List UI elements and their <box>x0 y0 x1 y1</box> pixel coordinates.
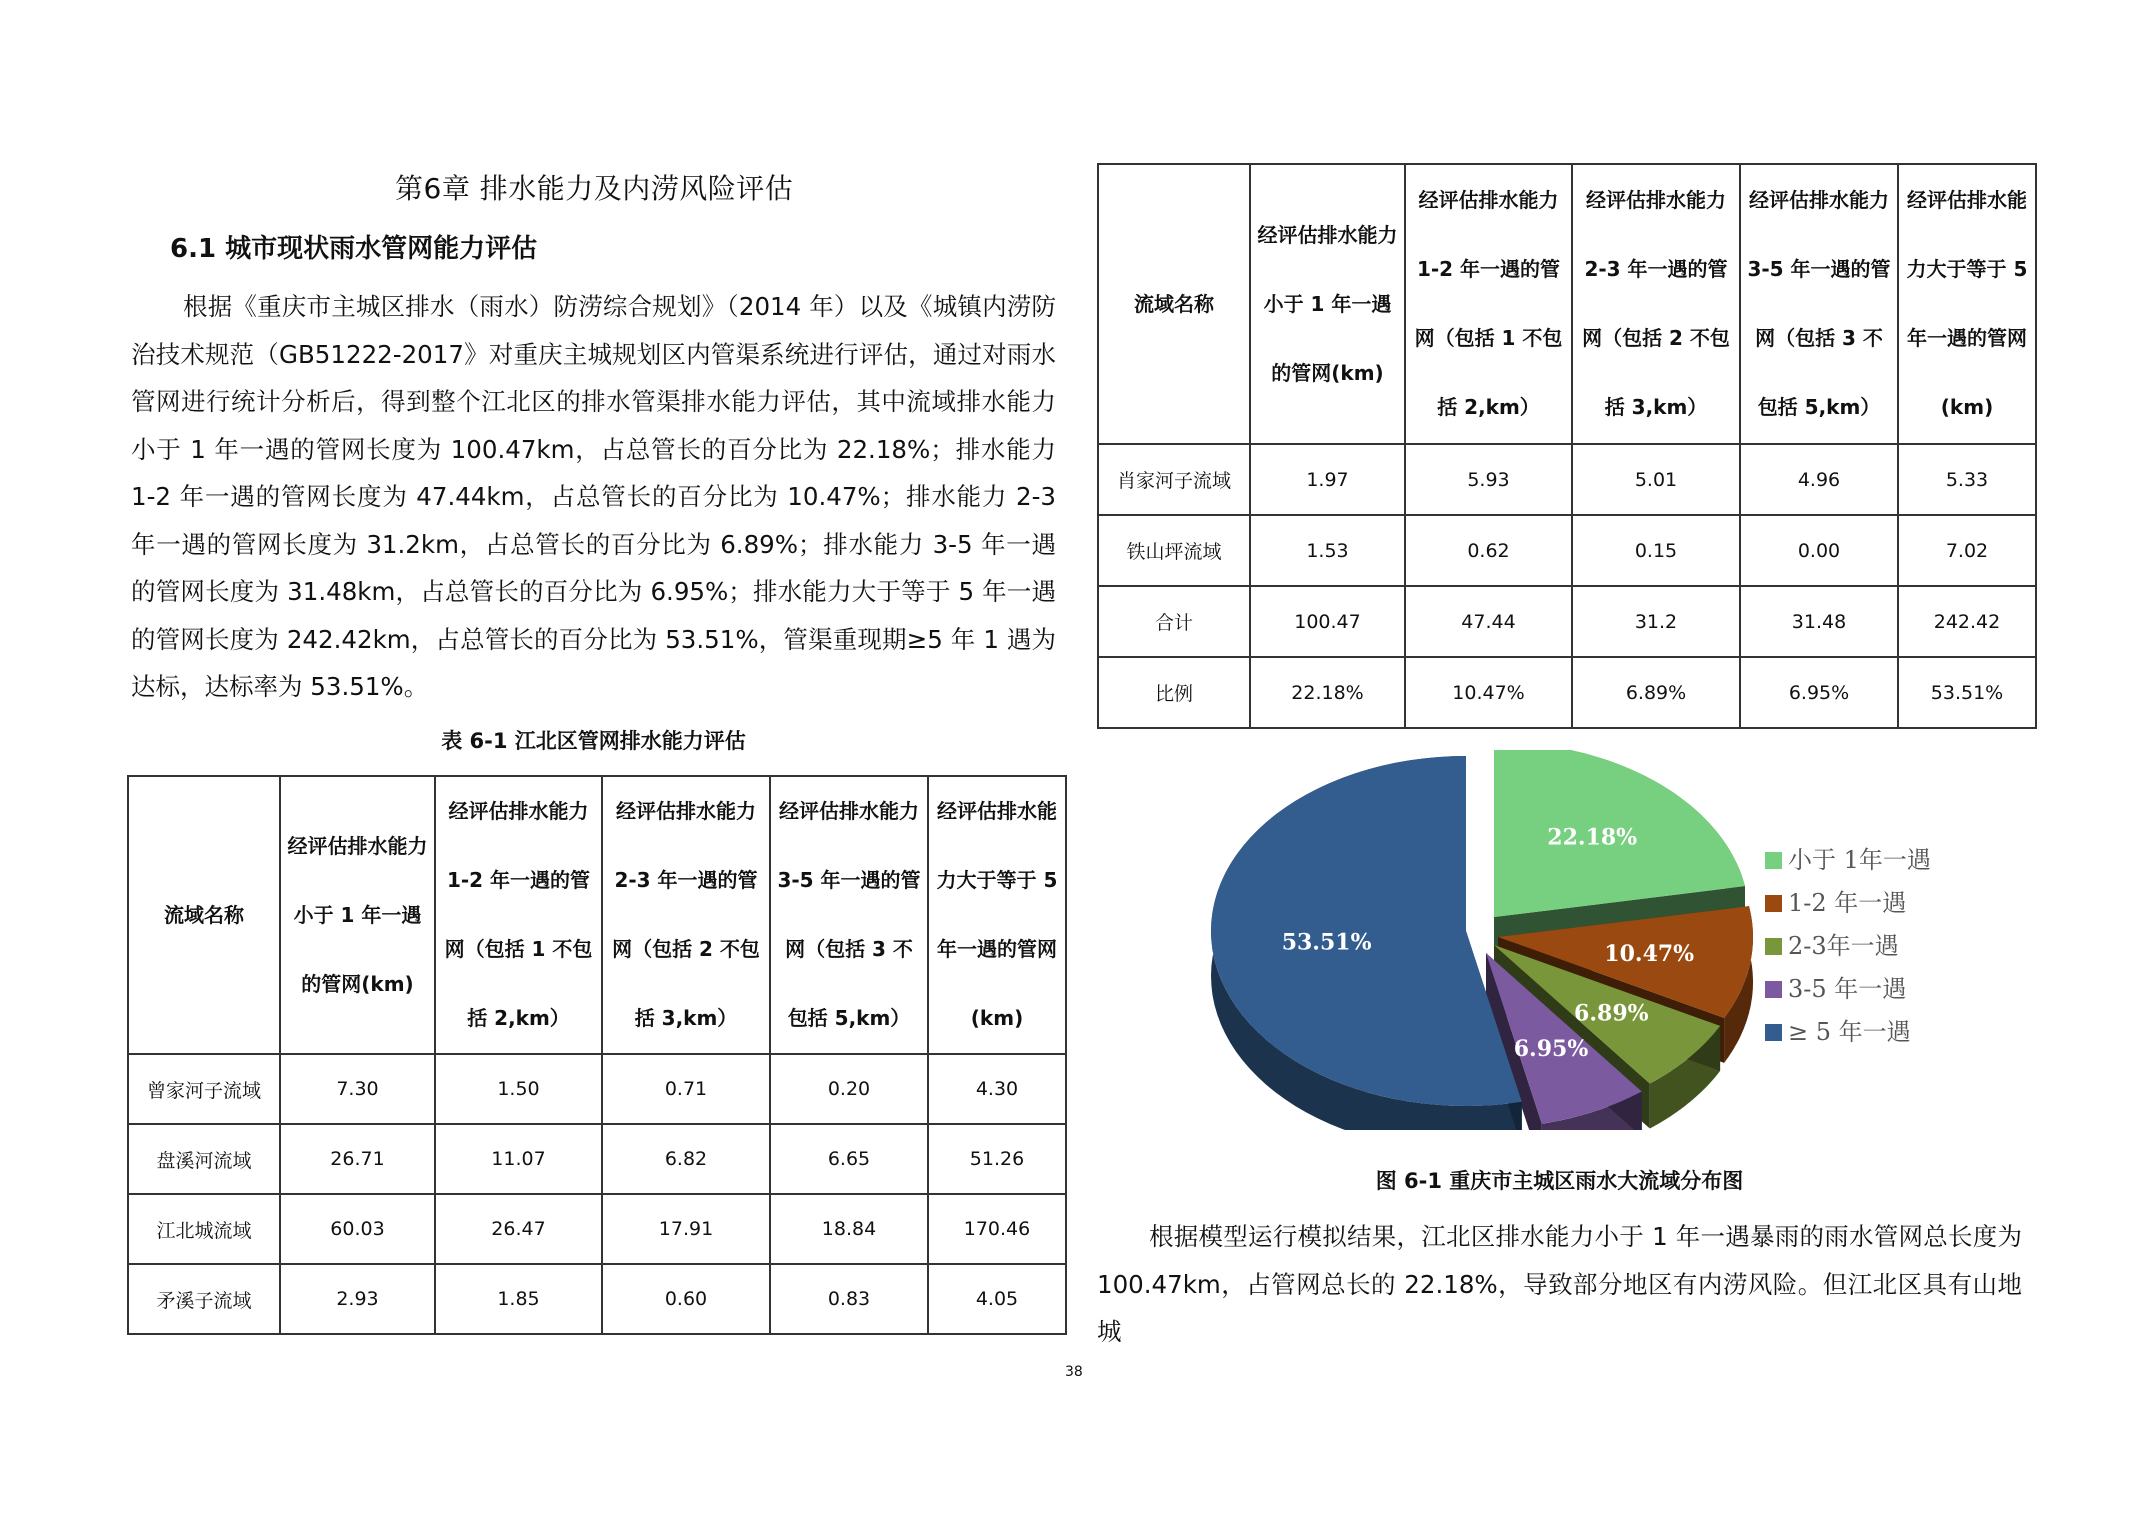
header-cell: 经评估排水能力 1-2 年一遇的管网（包括 1 不包括 2,km） <box>435 776 602 1054</box>
table-cell: 4.96 <box>1740 444 1898 515</box>
legend-swatch <box>1765 895 1782 912</box>
table-cell: 2.93 <box>280 1264 435 1334</box>
legend-label: 小于 1年一遇 <box>1788 846 1931 874</box>
header-cell: 流域名称 <box>128 776 280 1054</box>
table-cell: 26.47 <box>435 1194 602 1264</box>
table-cell: 7.02 <box>1898 515 2036 586</box>
table-cell: 6.65 <box>770 1124 928 1194</box>
table-cell: 4.30 <box>928 1054 1066 1124</box>
table-cell: 11.07 <box>435 1124 602 1194</box>
table-cell: 0.20 <box>770 1054 928 1124</box>
legend-label: 2-3年一遇 <box>1788 932 1899 960</box>
table-row <box>1098 444 2036 515</box>
table-cell: 31.2 <box>1572 586 1740 657</box>
table-row <box>128 1194 1066 1264</box>
table-cell: 肖家河子流域 <box>1098 444 1250 515</box>
table-cell: 矛溪子流域 <box>128 1264 280 1334</box>
table-row <box>128 1124 1066 1194</box>
table-cell: 10.47% <box>1405 657 1572 728</box>
pie-data-label: 53.51% <box>1281 929 1372 956</box>
table-cell: 51.26 <box>928 1124 1066 1194</box>
page-number: 38 <box>1065 1364 1083 1380</box>
table-cell: 170.46 <box>928 1194 1066 1264</box>
table-cell: 31.48 <box>1740 586 1898 657</box>
legend-item <box>1765 840 1931 875</box>
pie-data-label: 10.47% <box>1604 940 1695 967</box>
table-cell: 0.15 <box>1572 515 1740 586</box>
table-row <box>1098 657 2036 728</box>
table-cell: 0.83 <box>770 1264 928 1334</box>
table-cell: 铁山坪流域 <box>1098 515 1250 586</box>
header-cell: 经评估排水能力大于等于 5 年一遇的管网(km) <box>1898 164 2036 444</box>
table-cell: 5.33 <box>1898 444 2036 515</box>
table-cell: 5.93 <box>1405 444 1572 515</box>
table-row <box>128 1054 1066 1124</box>
legend-item <box>1765 1012 1911 1047</box>
table-cell: 100.47 <box>1250 586 1405 657</box>
table-cell: 5.01 <box>1572 444 1740 515</box>
legend-swatch <box>1765 938 1782 955</box>
table-cell: 比例 <box>1098 657 1250 728</box>
table-caption: 表 6-1 江北区管网排水能力评估 <box>441 729 746 753</box>
table-row <box>128 1264 1066 1334</box>
table-cell: 22.18% <box>1250 657 1405 728</box>
table-cell: 47.44 <box>1405 586 1572 657</box>
table-cell: 0.71 <box>602 1054 770 1124</box>
header-cell: 经评估排水能力 3-5 年一遇的管网（包括 3 不包括 5,km） <box>770 776 928 1054</box>
legend-label: 3-5 年一遇 <box>1788 975 1907 1003</box>
table-cell: 0.62 <box>1405 515 1572 586</box>
table-cell: 曾家河子流域 <box>128 1054 280 1124</box>
table-row <box>1098 515 2036 586</box>
table-cell: 1.85 <box>435 1264 602 1334</box>
header-cell: 经评估排水能力 3-5 年一遇的管网（包括 3 不包括 5,km） <box>1740 164 1898 444</box>
header-cell: 流域名称 <box>1098 164 1250 444</box>
table-cell: 6.95% <box>1740 657 1898 728</box>
legend-swatch <box>1765 981 1782 998</box>
legend-label: 1-2 年一遇 <box>1788 889 1907 917</box>
table-cell: 1.50 <box>435 1054 602 1124</box>
header-cell: 经评估排水能力 1-2 年一遇的管网（包括 1 不包括 2,km） <box>1405 164 1572 444</box>
body-paragraph-1: 根据《重庆市主城区排水（雨水）防涝综合规划》（2014 年）以及《城镇内涝防治技术规范（GB51222-2017》对重庆主城规划区内管渠系统进行评估，通过对雨水管网进行统计分析后，得到整个江北区的排水管渠排水能力评估，其中流域排水能力小于 1 年一遇的管网长度为 100.47km，占总管长的百分比为 22.18%；排水能力 1-2 年一遇的管网长度为 47.44km，占总管长的百分比为 10.47%；排水能力 2-3 年一遇的管网长度为 31.2km，占总管长的百分比为 6.89%；排水能力 3-5 年一遇的管网长度为 31.48km，占总管长的百分比为 6.95%；排水能力大于等于 5 年一遇的管网长度为 242.42km，占总管长的百分比为 53.51%，管渠重现期≥5 年 1 遇为达标，达标率为 53.51%。 <box>131 292 1056 701</box>
table-cell: 0.60 <box>602 1264 770 1334</box>
table-cell: 江北城流域 <box>128 1194 280 1264</box>
legend-item <box>1765 926 1899 961</box>
table-row <box>1098 586 2036 657</box>
table-header-row <box>128 776 1066 1054</box>
table-cell: 1.97 <box>1250 444 1405 515</box>
header-cell: 经评估排水能力小于 1 年一遇的管网(km) <box>1250 164 1405 444</box>
legend-item <box>1765 969 1906 1004</box>
pie-chart <box>1180 750 1760 1130</box>
legend-swatch <box>1765 852 1782 869</box>
table-cell: 4.05 <box>928 1264 1066 1334</box>
header-cell: 经评估排水能力 2-3 年一遇的管网（包括 2 不包括 3,km） <box>602 776 770 1054</box>
legend-swatch <box>1765 1024 1782 1041</box>
table-cell: 合计 <box>1098 586 1250 657</box>
table-cell: 6.89% <box>1572 657 1740 728</box>
table-cell: 1.53 <box>1250 515 1405 586</box>
section-title: 6.1 城市现状雨水管网能力评估 <box>170 234 538 264</box>
table-cell: 18.84 <box>770 1194 928 1264</box>
header-cell: 经评估排水能力 2-3 年一遇的管网（包括 2 不包括 3,km） <box>1572 164 1740 444</box>
table-cell: 53.51% <box>1898 657 2036 728</box>
table-cell: 6.82 <box>602 1124 770 1194</box>
pie-data-label: 6.95% <box>1513 1036 1589 1062</box>
pie-data-label: 6.89% <box>1574 1000 1649 1027</box>
table-cell: 60.03 <box>280 1194 435 1264</box>
table-header-row <box>1098 164 2036 444</box>
table-cell: 17.91 <box>602 1194 770 1264</box>
table-cell: 7.30 <box>280 1054 435 1124</box>
legend-item <box>1765 883 1906 918</box>
header-cell: 经评估排水能力小于 1 年一遇的管网(km) <box>280 776 435 1054</box>
table-right <box>1097 163 2037 729</box>
table-cell: 盘溪河流域 <box>128 1124 280 1194</box>
legend-label: ≥ 5 年一遇 <box>1788 1018 1911 1046</box>
body-paragraph-2: 根据模型运行模拟结果，江北区排水能力小于 1 年一遇暴雨的雨水管网总长度为 100.47km，占管网总长的 22.18%，导致部分地区有内涝风险。但江北区具有山地城 <box>1097 1222 2022 1346</box>
header-cell: 经评估排水能力大于等于 5 年一遇的管网(km) <box>928 776 1066 1054</box>
table-cell: 26.71 <box>280 1124 435 1194</box>
pie-data-label: 22.18% <box>1547 824 1638 851</box>
table-cell: 242.42 <box>1898 586 2036 657</box>
table-cell: 0.00 <box>1740 515 1898 586</box>
chapter-title: 第6章 排水能力及内涝风险评估 <box>395 172 794 205</box>
table-left <box>127 775 1067 1335</box>
figure-caption: 图 6-1 重庆市主城区雨水大流域分布图 <box>1375 1169 1744 1193</box>
